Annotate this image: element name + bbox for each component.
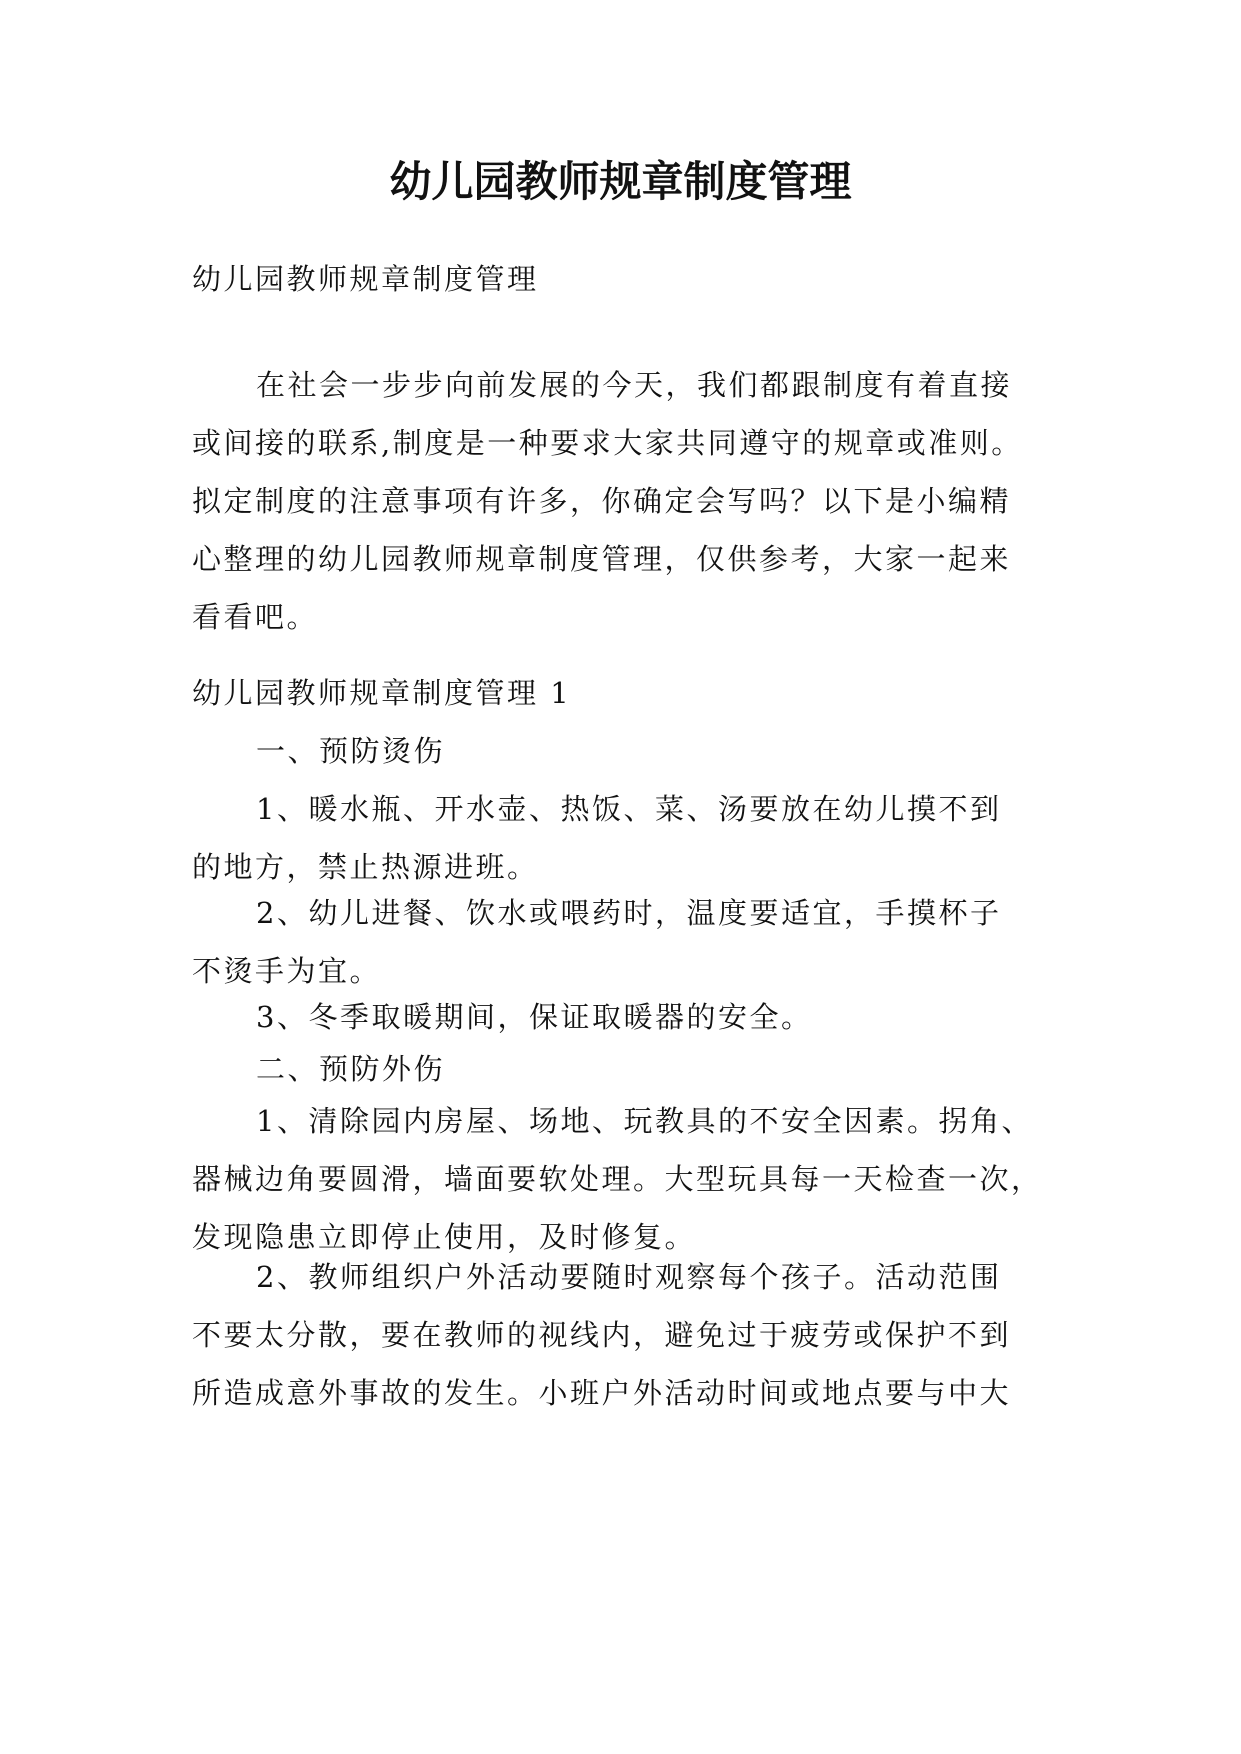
rule-line: 不要太分散，要在教师的视线内，避免过于疲劳或保护不到 [192,1318,1012,1352]
rule-item [192,780,1052,896]
rule-line: 器械边角要圆滑，墙面要软处理。大型玩具每一天检查一次， [192,1162,1043,1196]
rule-heading-injuries [192,1040,1052,1098]
section-heading [192,664,1052,722]
rule-item [192,1092,1052,1266]
rule-line: 2、幼儿进餐、饮水或喂药时，温度要适宜，手摸杯子 [256,896,1002,930]
rule-heading-burns [192,722,1052,780]
rule-line: 2、教师组织户外活动要随时观察每个孩子。活动范围 [256,1260,1002,1294]
rule-line: 1、暖水瓶、开水壶、热饭、菜、汤要放在幼儿摸不到 [256,792,1002,826]
section-heading-text: 幼儿园教师规章制度管理 1 [192,676,572,710]
rule-line: 3、冬季取暖期间，保证取暖器的安全。 [256,1000,813,1034]
rule-item [192,884,1052,1000]
intro-line: 拟定制度的注意事项有许多，你确定会写吗？以下是小编精 [192,484,1012,518]
rule-item [192,988,1052,1046]
rule-item [192,1248,1052,1422]
intro-line: 或间接的联系,制度是一种要求大家共同遵守的规章或准则。 [192,426,1023,460]
rule-line: 所造成意外事故的发生。小班户外活动时间或地点要与中大 [192,1376,1012,1410]
intro-paragraph [192,356,1052,646]
intro-line: 心整理的幼儿园教师规章制度管理，仅供参考，大家一起来 [192,542,1012,576]
intro-line: 在社会一步步向前发展的今天，我们都跟制度有着直接 [256,368,1013,402]
intro-line: 看看吧。 [192,600,319,634]
rule-heading-text: 一、预防烫伤 [256,734,446,768]
rule-line: 1、清除园内房屋、场地、玩教具的不安全因素。拐角、 [256,1104,1033,1138]
document-title: 幼儿园教师规章制度管理 [389,157,852,206]
rule-line: 不烫手为宜。 [192,954,382,988]
rule-heading-text: 二、预防外伤 [256,1052,446,1086]
subtitle-text: 幼儿园教师规章制度管理 [192,262,539,296]
rule-line: 的地方，禁止热源进班。 [192,850,539,884]
document-subtitle [192,250,1052,308]
rule-line: 发现隐患立即停止使用，及时修复。 [192,1220,697,1254]
